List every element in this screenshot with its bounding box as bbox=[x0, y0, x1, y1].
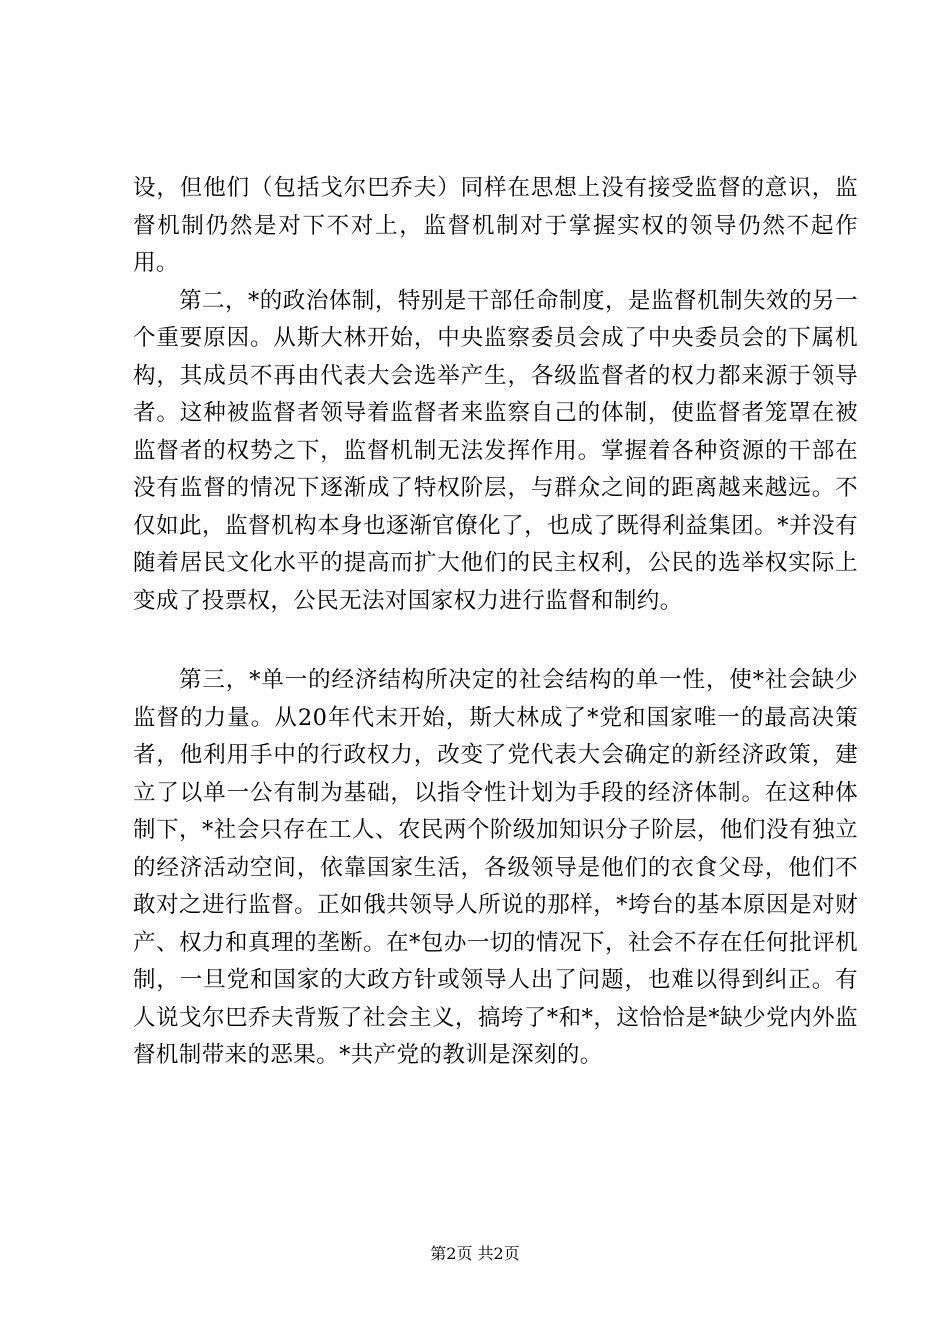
document-body bbox=[133, 170, 858, 1075]
paragraph-spacer bbox=[133, 620, 858, 662]
paragraph-third-point: 第三，*单一的经济结构所决定的社会结构的单一性，使*社会缺少监督的力量。从20年代末开始，斯大林成了*党和国家唯一的最高决策者，他利用手中的行政权力，改变了党代表大会确定的新经济政策，建立了以单一公有制为基础，以指令性计划为手段的经济体制。在这种体制下，*社会只存在工人、农民两个阶级加知识分子阶层，他们没有独立的经济活动空间，依靠国家生活，各级领导是他们的衣食父母，他们不敢对之进行监督。正如俄共领导人所说的那样，*垮台的基本原因是对财产、权力和真理的垄断。在*包办一切的情况下，社会不存在任何批评机制，一旦党和国家的大政方针或领导人出了问题，也难以得到纠正。有人说戈尔巴乔夫背叛了社会主义，搞垮了*和*，这恰恰是*缺少党内外监督机制带来的恶果。*共产党的教训是深刻的。 bbox=[133, 667, 858, 1068]
paragraph-continuation: 设，但他们（包括戈尔巴乔夫）同样在思想上没有接受监督的意识，监督机制仍然是对下不对上，监督机制对于掌握实权的领导仍然不起作用。 bbox=[133, 175, 858, 276]
page-footer: 第2页 共2页 bbox=[430, 1244, 520, 1263]
paragraph-second-point: 第二，*的政治体制，特别是干部任命制度，是监督机制失效的另一个重要原因。从斯大林开始，中央监察委员会成了中央委员会的下属机构，其成员不再由代表大会选举产生，各级监督者的权力都来源于领导者。这种被监督者领导着监督者来监察自己的体制，使监督者笼罩在被监督者的权势之下，监督机制无法发挥作用。掌握着各种资源的干部在没有监督的情况下逐渐成了特权阶层，与群众之间的距离越来越远。不仅如此，监督机构本身也逐渐官僚化了，也成了既得利益集团。*并没有随着居民文化水平的提高而扩大他们的民主权利，公民的选举权实际上变成了投票权，公民无法对国家权力进行监督和制约。 bbox=[133, 287, 858, 614]
